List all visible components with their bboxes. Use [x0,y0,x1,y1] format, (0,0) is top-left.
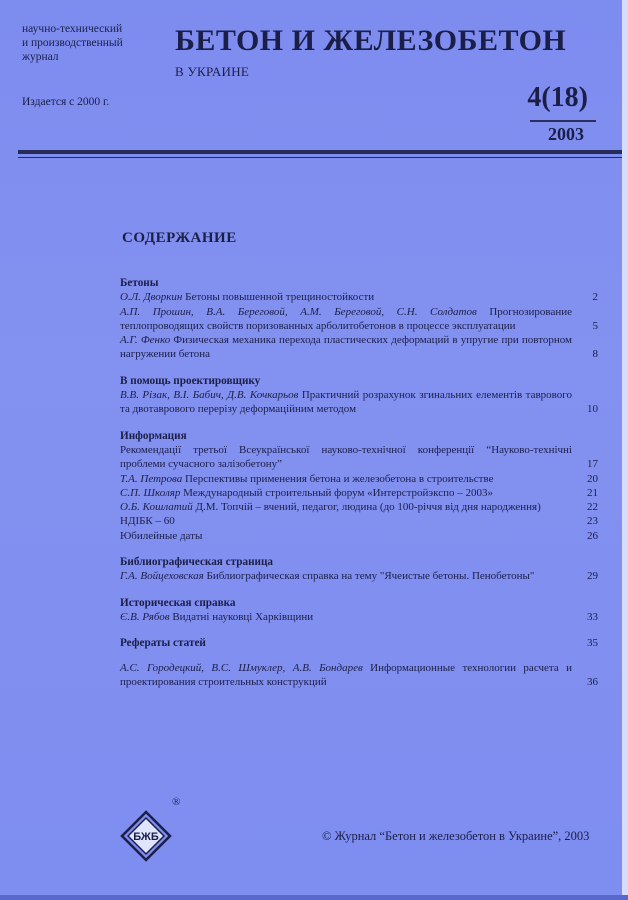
entry-author: Є.В. Рябов [120,610,170,623]
journal-subtitle [22,22,162,64]
header-rule-thin [18,157,622,158]
toc-entry [120,661,598,690]
entry-page-number: 17 [587,458,598,471]
entry-title: Видатні науковці Харківщини [172,610,314,623]
entry-author: А.Г. Фенко [120,334,171,347]
entry-author: Т.А. Петрова [120,472,183,485]
entry-text [120,610,572,624]
toc-section [120,429,598,543]
toc-section [120,596,598,625]
entry-page-number: 36 [587,675,598,688]
page-edge-bottom [0,895,628,900]
entry-title: Д.М. Топчій – вчений, педагог, людина (до 100-річчя від дня народження) [195,501,541,514]
entry-text [120,333,572,362]
entry-title: Перспективы применения бетона и железобетона в строительстве [184,472,494,485]
subtitle-line: и производственный [22,37,123,49]
subtitle-line: журнал [22,51,59,63]
toc-entry [120,636,598,650]
entry-title: Рекомендації третьої Всеукраїнської науково-технічної конференції “Науково-технічні проблеми сучасного залізобетону” [120,443,572,471]
subtitle-line: научно-технический [22,23,123,35]
section-title: Рефераты статей [120,637,206,650]
entry-text [120,472,572,486]
entry-author: А.С. Городецкий, В.С. Шмуклер, А.В. Бондарев [120,661,363,674]
contents-heading: СОДЕРЖАНИЕ [122,230,237,246]
entry-page-number: 20 [587,472,598,485]
journal-title: БЕТОН И ЖЕЛЕЗОБЕТОН [175,24,567,57]
entry-page-number: 22 [587,501,598,514]
entry-author: В.В. Різак, В.І. Бабич, Д.В. Кочкарьов [120,389,299,402]
registered-mark: ® [172,796,181,808]
toc-entry [120,472,598,486]
entry-page-number: 23 [587,515,598,528]
toc-entry [120,486,598,500]
entry-text [120,486,572,500]
entry-text [120,500,572,514]
toc-section [120,555,598,584]
entry-author: А.П. Прошин, В.А. Береговой, А.М. Береговой, С.Н. Солдатов [120,305,477,318]
entry-title: Прогнозирование теплопроводящих свойств поризованных арболитобетонов в процессе эксплуатации [120,305,573,332]
toc-entry [120,610,598,624]
entry-page-number: 29 [587,570,598,583]
entry-page-number: 5 [592,319,598,332]
toc-entry [120,529,598,543]
toc-entry [120,500,598,514]
entry-title: НДІБК – 60 [120,515,175,528]
issue-number: 4(18) [527,82,588,113]
entry-title: Юбилейные даты [120,529,203,542]
published-since: Издается с 2000 г. [22,96,110,108]
journal-title-sub: В УКРАИНЕ [175,64,250,79]
journal-logo [120,810,172,862]
entry-title: Физическая механика перехода пластических деформаций в упругие при повторном нагружении бетона [120,334,572,361]
toc-entry [120,388,598,417]
entry-text [120,569,572,583]
section-title: В помощь проектировщику [120,374,261,387]
entry-author: С.П. Школяр [120,486,181,499]
entry-page-number: 26 [587,529,598,542]
table-of-contents [120,276,598,701]
toc-entry [120,514,598,528]
entry-text [120,290,572,304]
entry-title: Информационные технологии расчета и проектирования строительных конструкций [120,661,573,688]
entry-page-number: 33 [587,610,598,623]
toc-section-abstracts [120,636,598,689]
entry-text [120,443,572,472]
entry-page-number: 21 [587,486,598,499]
spacer [120,651,598,661]
entry-page-number: 35 [587,637,598,650]
section-title: Информация [120,429,187,442]
issue-year: 2003 [548,124,584,144]
entry-author: О.Б. Кошлатий [120,501,193,514]
toc-entry [120,443,598,472]
entry-title: Международный строительный форум «Интерстройэкспо – 2003» [183,486,493,499]
toc-entry [120,333,598,362]
entry-text [120,305,572,334]
copyright-notice: © Журнал “Бетон и железобетон в Украине”, 2003 [322,829,590,843]
entry-page-number: 10 [587,403,598,416]
entry-page-number: 8 [592,348,598,361]
section-title: Историческая справка [120,596,236,609]
entry-author: Г.А. Войцеховская [120,570,204,583]
page-edge [622,0,628,900]
entry-text [120,388,572,417]
toc-section [120,374,598,417]
issue-underline [530,120,596,122]
toc-section [120,276,598,362]
entry-author: О.Л. Дворкин [120,291,183,304]
entry-title: Практичний розрахунок згинальних елементів таврового та двотаврового перерізу деформаційним методом [120,389,572,416]
entry-text [120,514,572,528]
toc-entry [120,305,598,334]
entry-text [120,661,572,690]
entry-title: Бетоны повышенной трещиностойкости [185,291,375,304]
toc-entry [120,569,598,583]
entry-page-number: 2 [592,291,598,304]
header-rule [18,150,622,154]
section-title: Библиографическая страница [120,556,273,569]
logo-text: БЖБ [133,831,159,843]
section-title: Бетоны [120,277,159,289]
entry-title: Библиографическая справка на тему "Ячеистые бетоны. Пенобетоны" [206,570,535,583]
toc-entry [120,290,598,304]
entry-text [120,529,572,543]
